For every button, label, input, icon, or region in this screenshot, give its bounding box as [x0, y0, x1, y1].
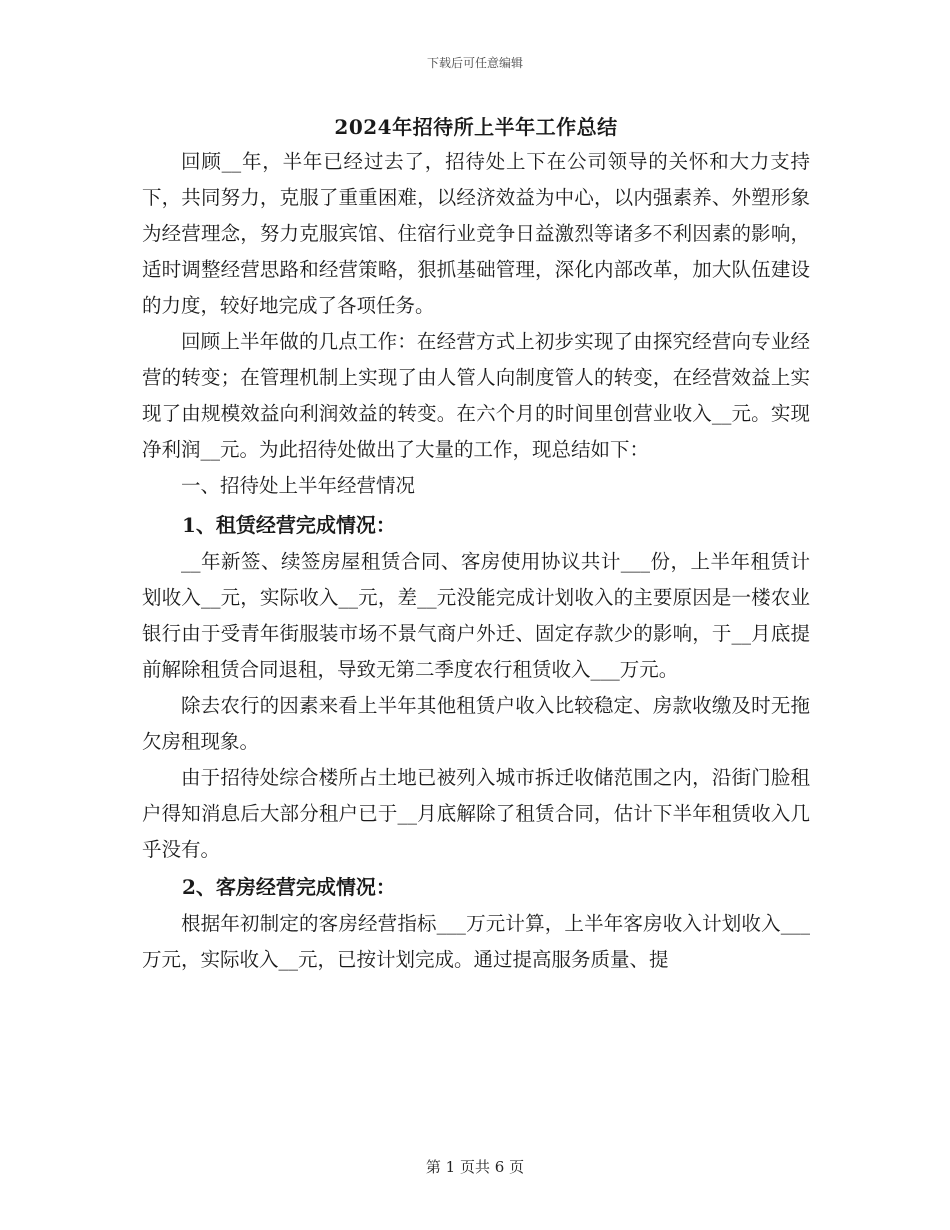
subsection-heading-1: 1、租赁经营完成情况： [182, 513, 396, 537]
section-heading-1: 一、招待处上半年经营情况 [181, 474, 416, 497]
document-title: 2024年招待所上半年工作总结 [334, 115, 618, 139]
rental-paragraph-3: 由于招待处综合楼所占土地已被列入城市拆迁收储范围之内，沿街门脸租户得知消息后大部分租户已于__月底解除了租赁合同，估计下半年租赁收入几乎没有。 [142, 766, 810, 861]
room-paragraph-1: 根据年初制定的客房经营指标___万元计算，上半年客房收入计划收入___万元，实际收入__元，已按计划完成。通过提高服务质量、提 [142, 912, 810, 971]
rental-paragraph-1: __年新签、续签房屋租赁合同、客房使用协议共计___份，上半年租赁计划收入__元，实际收入__元，差__元没能完成计划收入的主要原因是一楼农业银行由于受青年街服装市场不景气商户外迁、固定存款少的影响，于__月底提前解除租赁合同退租，导致无第二季度农行租赁收入___万元。 [142, 550, 810, 681]
intro-paragraph-2: 回顾上半年做的几点工作：在经营方式上初步实现了由探究经营向专业经营的转变；在管理机制上实现了由人管人向制度管人的转变，在经营效益上实现了由规模效益向利润效益的转变。在六个月的时间里创营业收入__元。实现净利润__元。为此招待处做出了大量的工作，现总结如下： [142, 330, 810, 461]
page-header-note: 下载后可任意编辑 [426, 56, 523, 70]
subsection-heading-2: 2、客房经营完成情况： [182, 875, 396, 899]
document-body [142, 110, 810, 978]
intro-paragraph-1: 回顾__年，半年已经过去了，招待处上下在公司领导的关怀和大力支持下，共同努力，克服了重重困难，以经济效益为中心，以内强素养、外塑形象为经营理念，努力克服宾馆、住宿行业竞争日益激烈等诸多不利因素的影响，适时调整经营思路和经营策略，狠抓基础管理，深化内部改革，加大队伍建设的力度，较好地完成了各项任务。 [142, 150, 810, 317]
page-number-footer: 第 1 页共 6 页 [425, 1158, 525, 1176]
rental-paragraph-2: 除去农行的因素来看上半年其他租赁户收入比较稳定、房款收缴及时无拖欠房租现象。 [142, 694, 810, 753]
